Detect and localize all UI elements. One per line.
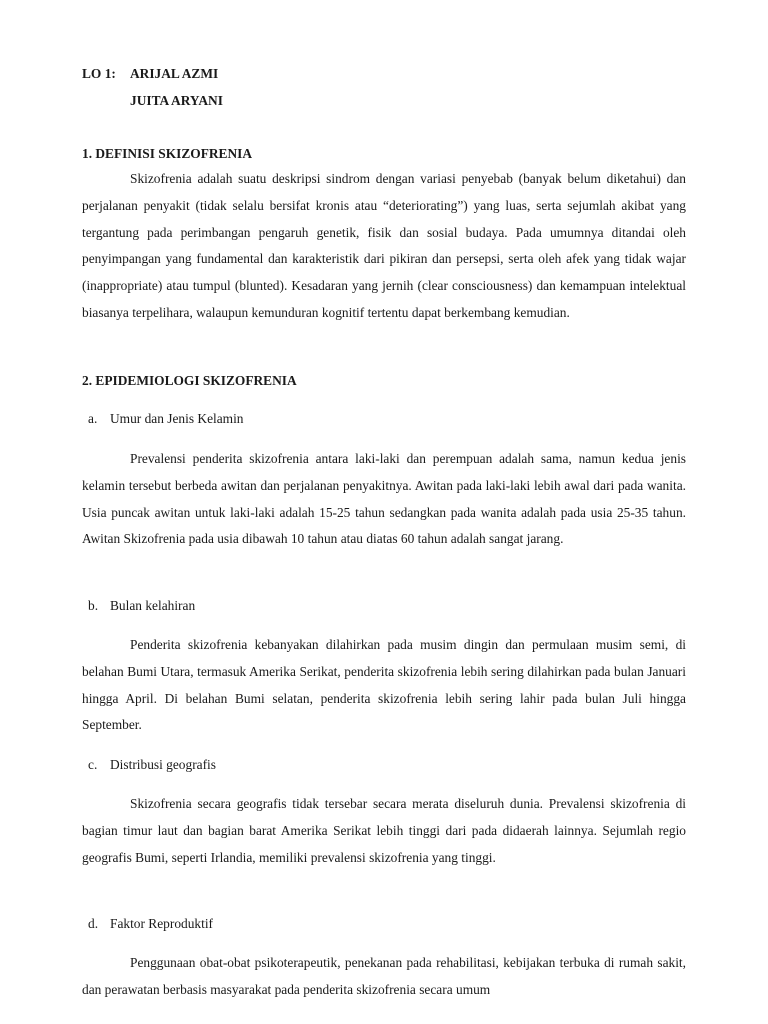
author-name-2: JUITA ARYANI [130,93,223,108]
list-marker: d. [88,916,99,931]
section-heading-epidemiologi: 2. EPIDEMIOLOGI SKIZOFRENIA [82,373,297,388]
author-prefix: LO 1: [82,66,116,81]
author-name-1: ARIJAL AZMI [130,66,219,81]
subsection-label: Umur dan Jenis Kelamin [110,411,244,426]
author-line-1 [82,66,218,82]
subsection-title-distribusi [88,757,216,773]
list-marker: a. [88,411,98,426]
list-marker: c. [88,757,98,772]
list-marker: b. [88,598,99,613]
subsection-label: Bulan kelahiran [110,598,196,613]
paragraph-umur: Prevalensi penderita skizofrenia antara laki-laki dan perempuan adalah sama, namun kedua jenis kelamin tersebut berbeda awitan dan perjalanan penyakitnya. Awitan pada laki-laki lebih awal dari pada wanita. Usia puncak awitan untuk laki-laki adalah 15-25 tahun sedangkan pada wanita adalah pada usia 25-35 tahun. Awitan Skizofrenia pada usia dibawah 10 tahun atau diatas 60 tahun adalah sangat jarang. [82,451,686,547]
subsection-label: Distribusi geografis [110,757,216,772]
section-heading-definisi: 1. DEFINISI SKIZOFRENIA [82,146,253,161]
subsection-label: Faktor Reproduktif [110,916,214,931]
paragraph-reproduktif: Penggunaan obat-obat psikoterapeutik, penekanan pada rehabilitasi, kebijakan terbuka di rumah sakit, dan perawatan berbasis masyarakat pada penderita skizofrenia secara umum [82,955,686,997]
paragraph-definisi: Skizofrenia adalah suatu deskripsi sindrom dengan variasi penyebab (banyak belum diketahui) dan perjalanan penyakit (tidak selalu bersifat kronis atau “deteriorating”) yang luas, serta sejumlah akibat yang tergantung pada perimbangan pengaruh genetik, fisik dan sosial budaya. Pada umumnya ditandai oleh penyimpangan yang fundamental dan karakteristik dari pikiran dan persepsi, serta oleh afek yang tidak wajar (inappropriate) atau tumpul (blunted). Kesadaran yang jernih (clear consciousness) dan kemampuan intelektual biasanya terpelihara, walaupun kemunduran kognitif tertentu dapat berkembang kemudian. [82,171,686,320]
paragraph-distribusi: Skizofrenia secara geografis tidak tersebar secara merata diseluruh dunia. Prevalensi skizofrenia di bagian timur laut dan bagian barat Amerika Serikat lebih tinggi dari pada didaerah lainnya. Sejumlah regio geografis Bumi, seperti Irlandia, memiliki prevalensi skizofrenia yang tinggi. [82,796,686,865]
subsection-title-umur [88,411,244,427]
subsection-title-bulan [88,598,195,614]
paragraph-bulan: Penderita skizofrenia kebanyakan dilahirkan pada musim dingin dan permulaan musim semi, di belahan Bumi Utara, termasuk Amerika Serikat, penderita skizofrenia lebih sering dilahirkan pada bulan Januari hingga April. Di belahan Bumi selatan, penderita skizofrenia lebih sering lahir pada bulan Juli hingga September. [82,637,686,733]
subsection-title-reproduktif [88,916,213,932]
